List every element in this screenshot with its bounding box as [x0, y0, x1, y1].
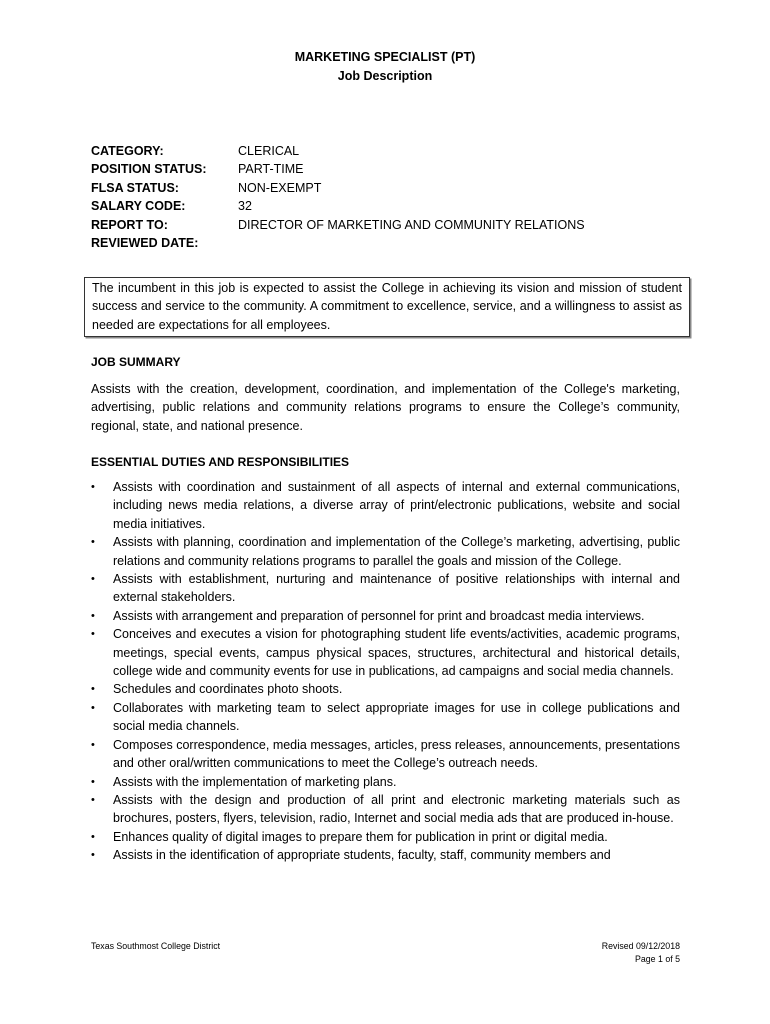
duty-text: Assists with coordination and sustainment of all aspects of internal and external communications, including news media relations, a diverse array of print/electronic publications, website and social media initiatives.: [113, 480, 680, 531]
bullet-icon: •: [91, 738, 95, 751]
list-item: [91, 791, 680, 828]
footer-organization: Texas Southmost College District: [91, 941, 221, 951]
meta-value: CLERICAL: [238, 144, 300, 158]
meta-value: PART-TIME: [238, 162, 304, 177]
duties-list: [91, 478, 680, 865]
meta-row-reviewed-date: [91, 234, 585, 252]
duty-text: Assists with planning, coordination and implementation of the College’s marketing, advertising, public relations and community relations programs to parallel the goals and mission of the College.: [113, 535, 680, 568]
list-item: [91, 478, 680, 533]
meta-label: POSITION STATUS:: [91, 162, 207, 177]
bullet-icon: •: [91, 481, 95, 493]
list-item: [91, 736, 680, 773]
list-item: [91, 773, 680, 791]
document-title: MARKETING SPECIALIST (PT): [294, 50, 476, 64]
bullet-icon: •: [91, 573, 95, 586]
duty-text: Assists with the design and production of all print and electronic marketing materials such as brochures, posters, flyers, television, radio, Internet and social media ads that are produced in-house.: [113, 792, 680, 826]
position-metadata: [91, 142, 585, 252]
meta-value: 32: [238, 199, 252, 214]
job-summary-text: Assists with the creation, development, coordination, and implementation of the College's marketing, advertising, public relations and community relations programs to ensure the College’s community, regional, state, and national presence.: [91, 382, 680, 433]
list-item: [91, 680, 680, 698]
bullet-icon: •: [91, 830, 95, 843]
list-item: [91, 846, 680, 864]
bullet-icon: •: [91, 536, 95, 549]
meta-row-flsa-status: [91, 179, 585, 197]
duty-text: Collaborates with marketing team to select appropriate images for use in college publications and social media channels.: [113, 700, 680, 734]
meta-row-salary-code: [91, 197, 585, 215]
list-item: [91, 699, 680, 736]
footer-revision: [602, 940, 680, 966]
duty-text: Assists in the identification of appropriate students, faculty, staff, community members and: [113, 848, 611, 863]
meta-row-category: [91, 142, 585, 160]
meta-label: SALARY CODE:: [91, 199, 186, 214]
meta-value: DIRECTOR OF MARKETING AND COMMUNITY RELATIONS: [238, 217, 585, 232]
meta-row-position-status: [91, 160, 585, 178]
duty-text: Enhances quality of digital images to prepare them for publication in print or digital media.: [113, 829, 608, 844]
meta-label: FLSA STATUS:: [91, 180, 179, 195]
mission-statement-box: The incumbent in this job is expected to assist the College in achieving its vision and mission of student success and service to the community. A commitment to excellence, service, and a willingness to assist as needed are expectations for all employees.: [84, 277, 690, 337]
duty-text: Assists with arrangement and preparation of personnel for print and broadcast media interviews.: [113, 608, 645, 623]
bullet-icon: •: [91, 793, 95, 806]
bullet-icon: •: [91, 683, 95, 696]
meta-label: REPORT TO:: [91, 217, 168, 232]
duty-text: Composes correspondence, media messages, articles, press releases, announcements, presentations and other oral/written communications to meet the College’s outreach needs.: [113, 737, 680, 771]
bullet-icon: •: [91, 628, 95, 641]
bullet-icon: •: [91, 849, 95, 862]
page-number: Page 1 of 5: [635, 954, 680, 964]
document-subtitle: Job Description: [337, 69, 433, 83]
bullet-icon: •: [91, 609, 95, 622]
meta-value: NON-EXEMPT: [238, 180, 322, 195]
duty-text: Assists with the implementation of marketing plans.: [113, 774, 397, 789]
revised-date: Revised 09/12/2018: [601, 941, 680, 951]
job-summary-heading: JOB SUMMARY: [91, 355, 181, 369]
bullet-icon: •: [91, 775, 95, 788]
list-item: [91, 533, 680, 570]
list-item: [91, 625, 680, 680]
bullet-icon: •: [91, 701, 95, 714]
duties-heading: ESSENTIAL DUTIES AND RESPONSIBILITIES: [91, 455, 350, 469]
duty-text: Conceives and executes a vision for photographing student life events/activities, academic programs, meetings, special events, campus physical spaces, structures, architectural and historical details, college wide and community events for use in publications, ad campaigns and social media channels.: [113, 627, 680, 679]
meta-label: REVIEWED DATE:: [91, 235, 199, 250]
meta-row-report-to: [91, 216, 585, 234]
duty-text: Assists with establishment, nurturing and maintenance of positive relationships with internal and external stakeholders.: [113, 572, 680, 605]
list-item: [91, 828, 680, 846]
duty-text: Schedules and coordinates photo shoots.: [113, 682, 343, 697]
meta-label: CATEGORY:: [91, 144, 164, 158]
list-item: [91, 570, 680, 607]
list-item: [91, 607, 680, 625]
